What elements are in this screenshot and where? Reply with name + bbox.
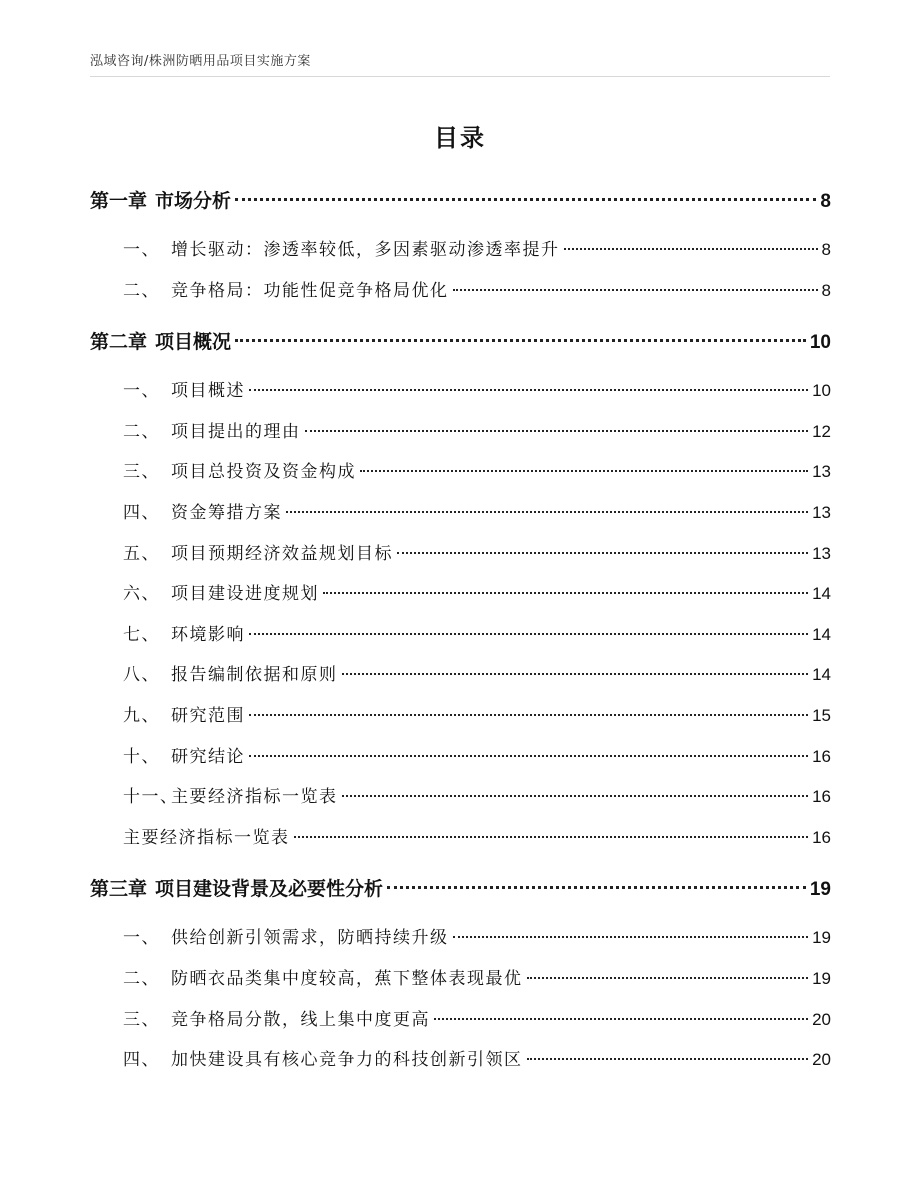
running-header: 泓域咨询/株洲防晒用品项目实施方案 — [90, 54, 311, 69]
dot-leader — [323, 592, 808, 594]
toc-entry-number: 一、 — [123, 381, 160, 402]
dot-leader — [434, 1018, 808, 1020]
toc-chapter-entry[interactable] — [90, 180, 831, 222]
toc-entry-title: 项目提出的理由 — [171, 421, 301, 442]
toc-page-number: 13 — [812, 543, 831, 563]
toc-entry-title: 项目预期经济效益规划目标 — [171, 543, 393, 564]
toc-page-number: 13 — [812, 462, 831, 482]
toc-section-entry[interactable] — [90, 271, 831, 312]
dot-leader — [305, 430, 809, 432]
toc-entry-title: 项目概述 — [171, 381, 245, 402]
toc-entry-number: 六、 — [123, 584, 160, 605]
dot-leader — [397, 552, 808, 554]
table-of-contents — [90, 180, 831, 1081]
dot-leader — [286, 511, 808, 513]
toc-entry-number: 三、 — [123, 1009, 160, 1030]
toc-entry-title: 主要经济指标一览表 — [123, 827, 290, 848]
toc-entry-number: 二、 — [123, 280, 160, 301]
toc-page-number: 20 — [812, 1009, 831, 1029]
toc-title: 目录 — [434, 124, 486, 152]
dot-leader — [387, 886, 806, 889]
toc-section-entry[interactable] — [90, 371, 831, 412]
toc-entry-number: 八、 — [123, 665, 160, 686]
toc-entry-title: 增长驱动：渗透率较低，多因素驱动渗透率提升 — [171, 240, 560, 260]
toc-entry-number: 第一章 — [90, 190, 148, 212]
toc-entry-number: 十一、 — [123, 787, 179, 808]
toc-section-entry[interactable] — [90, 412, 831, 453]
toc-page-number: 12 — [812, 421, 831, 441]
dot-leader — [249, 633, 808, 635]
toc-entry-title: 竞争格局分散，线上集中度更高 — [171, 1009, 430, 1030]
toc-page-number: 19 — [812, 968, 831, 988]
toc-page-number: 19 — [812, 928, 831, 948]
toc-entry-title: 供给创新引领需求，防晒持续升级 — [171, 928, 449, 949]
toc-page-number: 8 — [821, 280, 831, 300]
toc-section-entry[interactable] — [90, 959, 831, 1000]
toc-entry-title: 加快建设具有核心竞争力的科技创新引领区 — [171, 1050, 523, 1071]
header-divider — [90, 76, 830, 77]
dot-leader — [564, 248, 818, 250]
toc-section-entry[interactable] — [90, 655, 831, 696]
toc-page-number: 10 — [812, 381, 831, 401]
dot-leader — [342, 673, 809, 675]
dot-leader — [235, 339, 806, 342]
toc-section-entry[interactable] — [90, 777, 831, 818]
dot-leader — [453, 936, 809, 938]
toc-section-entry[interactable] — [90, 1000, 831, 1041]
toc-section-entry[interactable] — [90, 452, 831, 493]
toc-entry-title: 项目建设背景及必要性分析 — [155, 878, 384, 901]
toc-section-entry[interactable] — [90, 737, 831, 778]
toc-entry-number: 十、 — [123, 746, 160, 767]
toc-section-entry[interactable] — [90, 534, 831, 575]
toc-entry-number: 四、 — [123, 1050, 160, 1071]
toc-page-number: 14 — [812, 624, 831, 644]
toc-page-number: 15 — [812, 705, 831, 725]
dot-leader — [342, 795, 809, 797]
dot-leader — [453, 289, 818, 291]
toc-entry-title: 报告编制依据和原则 — [171, 665, 338, 686]
toc-entry-title: 市场分析 — [155, 190, 232, 212]
toc-page-number: 20 — [812, 1050, 831, 1070]
toc-entry-title: 项目概况 — [155, 331, 232, 354]
dot-leader — [249, 389, 808, 391]
toc-entry-number: 七、 — [123, 624, 160, 645]
toc-entry-number: 三、 — [123, 462, 160, 483]
toc-page-number: 16 — [812, 746, 831, 766]
toc-section-entry[interactable] — [90, 615, 831, 656]
toc-entry-title: 防晒衣品类集中度较高，蕉下整体表现最优 — [171, 968, 523, 989]
dot-leader — [527, 977, 809, 979]
dot-leader — [235, 198, 816, 201]
toc-entry-number: 一、 — [123, 928, 160, 949]
toc-chapter-entry[interactable] — [90, 321, 831, 363]
toc-entry-number: 五、 — [123, 543, 160, 564]
dot-leader — [249, 755, 808, 757]
toc-section-entry[interactable] — [90, 696, 831, 737]
toc-chapter-entry[interactable] — [90, 868, 831, 910]
toc-page-number: 19 — [809, 879, 831, 901]
toc-entry-title: 研究结论 — [171, 746, 245, 767]
toc-section-entry[interactable] — [90, 230, 831, 271]
toc-page-number: 8 — [821, 240, 831, 259]
toc-entry-number: 九、 — [123, 705, 160, 726]
toc-page-number: 8 — [820, 191, 831, 212]
dot-leader — [527, 1058, 809, 1060]
toc-page-number: 13 — [812, 502, 831, 522]
toc-entry-number: 二、 — [123, 968, 160, 989]
toc-entry-number: 二、 — [123, 421, 160, 442]
toc-page-number: 16 — [812, 827, 831, 847]
toc-page-number: 10 — [809, 332, 831, 354]
toc-section-entry[interactable] — [90, 918, 831, 959]
toc-page-number: 14 — [812, 584, 831, 604]
toc-section-entry[interactable] — [90, 574, 831, 615]
toc-entry-title: 项目建设进度规划 — [171, 584, 319, 605]
toc-entry-title: 项目总投资及资金构成 — [171, 462, 356, 483]
toc-page-number: 16 — [812, 787, 831, 807]
toc-entry-title: 资金筹措方案 — [171, 502, 282, 523]
toc-page-number: 14 — [812, 665, 831, 685]
toc-entry-number: 四、 — [123, 502, 160, 523]
toc-entry-title: 竞争格局：功能性促竞争格局优化 — [171, 280, 449, 301]
toc-entry-number: 第二章 — [90, 331, 148, 354]
dot-leader — [249, 714, 808, 716]
toc-section-entry[interactable] — [90, 818, 831, 859]
toc-entry-number: 一、 — [123, 240, 160, 260]
toc-entry-number: 第三章 — [90, 878, 148, 901]
dot-leader — [360, 470, 808, 472]
toc-entry-title: 研究范围 — [171, 705, 245, 726]
toc-section-entry[interactable] — [90, 1040, 831, 1081]
toc-section-entry[interactable] — [90, 493, 831, 534]
toc-entry-title: 主要经济指标一览表 — [171, 787, 338, 808]
dot-leader — [294, 836, 809, 838]
toc-entry-title: 环境影响 — [171, 624, 245, 645]
